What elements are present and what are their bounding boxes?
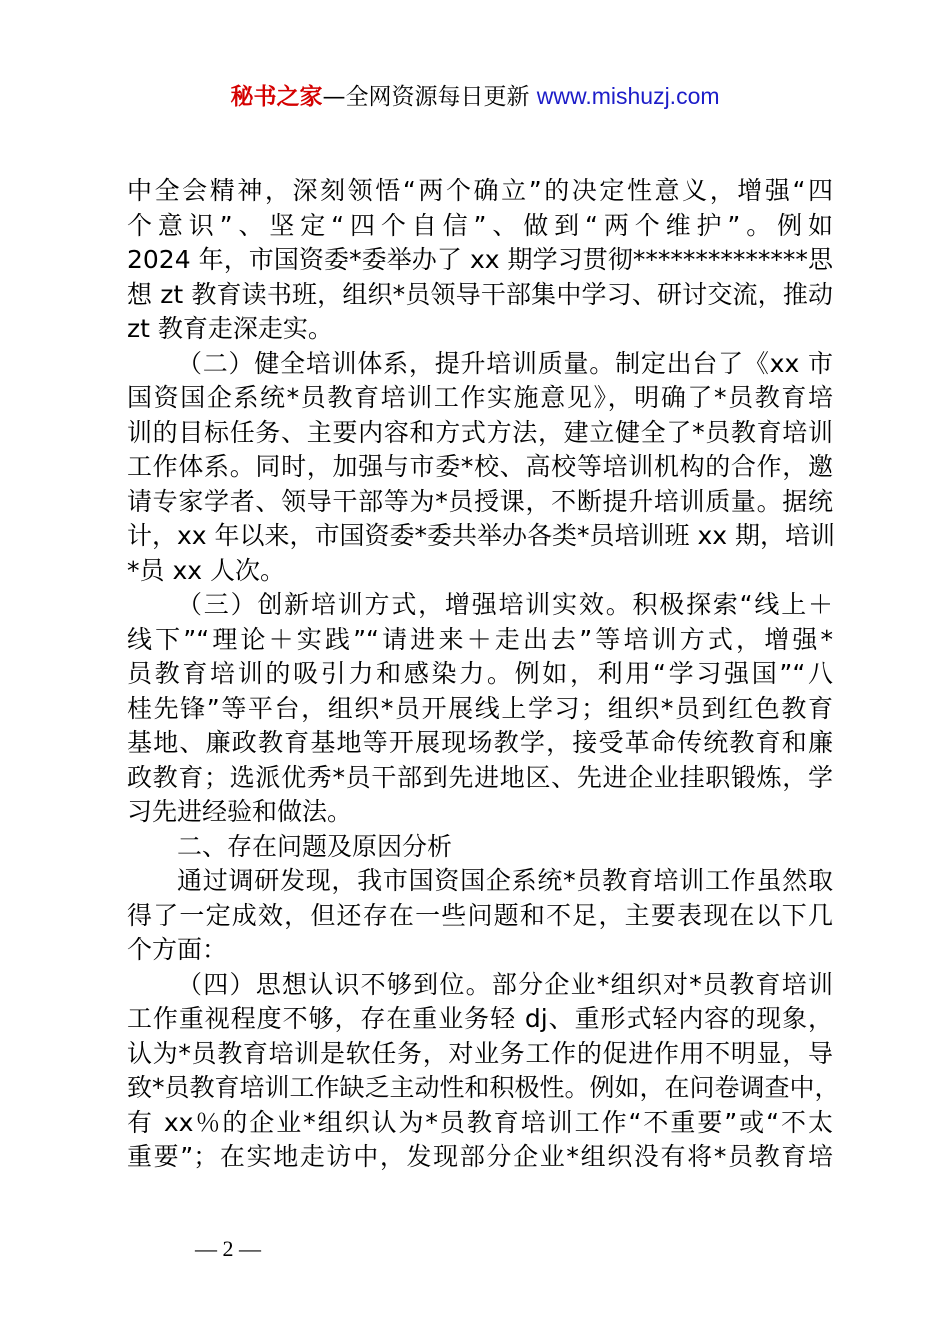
- text-line: （四）思想认识不够到位。部分企业*组织对*员教育培训: [177, 969, 833, 999]
- text-line: 计，xx 年以来，市国资委*委共举办各类*员培训班 xx 期，培训: [127, 521, 836, 550]
- text-line: 工作重视程度不够，存在重业务轻 dj、重形式轻内容的现象，: [127, 1004, 833, 1033]
- document-body: [127, 174, 840, 1175]
- site-header: [0, 80, 950, 113]
- text-line: zt 教育走深走实。: [127, 314, 333, 343]
- text-line: 想 zt 教育读书班，组织*员领导干部集中学习、研讨交流，推动: [127, 279, 833, 309]
- site-url[interactable]: www.mishuzj.com: [536, 83, 720, 109]
- text-line: 训的目标任务、主要内容和方式方法，建立健全了*员教育培训: [127, 417, 833, 447]
- section-heading: 二、存在问题及原因分析: [177, 831, 453, 861]
- text-line: 员教育培训的吸引力和感染力。例如，利用“学习强国”“八: [127, 659, 833, 688]
- text-line: （三）创新培训方式，增强培训实效。积极探索“线上＋: [177, 590, 833, 619]
- text-line: 工作体系。同时，加强与市委*校、高校等培训机构的合作，邀: [127, 452, 833, 481]
- text-line: 重要”；在实地走访中，发现部分企业*组织没有将*员教育培: [127, 1142, 833, 1171]
- text-line: 基地、廉政教育基地等开展现场教学，接受革命传统教育和廉: [127, 728, 833, 757]
- text-line: 个意识”、坚定“四个自信”、做到“两个维护”。例如: [127, 210, 833, 240]
- text-line: 个方面：: [127, 935, 228, 964]
- text-line: 认为*员教育培训是软任务，对业务工作的促进作用不明显，导: [127, 1038, 833, 1068]
- text-line: 2024 年，市国资委*委举办了 xx 期学习贯彻**************思: [127, 245, 833, 274]
- text-line: 习先进经验和做法。: [127, 797, 353, 826]
- text-line: 中全会精神，深刻领悟“两个确立”的决定性意义，增强“四: [127, 176, 833, 205]
- text-line: 致*员教育培训工作缺乏主动性和积极性。例如，在问卷调查中，: [127, 1073, 840, 1102]
- text-line: 通过调研发现，我市国资国企系统*员教育培训工作虽然取: [177, 866, 833, 895]
- header-tagline: —全网资源每日更新: [322, 84, 537, 110]
- text-line: （二）健全培训体系，提升培训质量。制定出台了《xx 市: [177, 348, 833, 378]
- text-line: 政教育；选派优秀*员干部到先进地区、先进企业挂职锻炼，学: [127, 762, 833, 792]
- text-line: 国资国企系统*员教育培训工作实施意见》，明确了*员教育培: [127, 383, 833, 412]
- text-line: 线下”“理论＋实践”“请进来＋走出去”等培训方式，增强*: [127, 624, 833, 654]
- text-line: 有 xx％的企业*组织认为*员教育培训工作“不重要”或“不太: [127, 1107, 833, 1137]
- page-number: — 2 —: [195, 1236, 261, 1261]
- brand-name: 秘书之家: [230, 84, 323, 110]
- text-line: 请专家学者、领导干部等为*员授课，不断提升培训质量。据统: [127, 486, 833, 516]
- text-line: 得了一定成效，但还存在一些问题和不足，主要表现在以下几: [127, 900, 833, 930]
- text-line: *员 xx 人次。: [127, 555, 285, 585]
- text-line: 桂先锋”等平台，组织*员开展线上学习；组织*员到红色教育: [127, 693, 833, 723]
